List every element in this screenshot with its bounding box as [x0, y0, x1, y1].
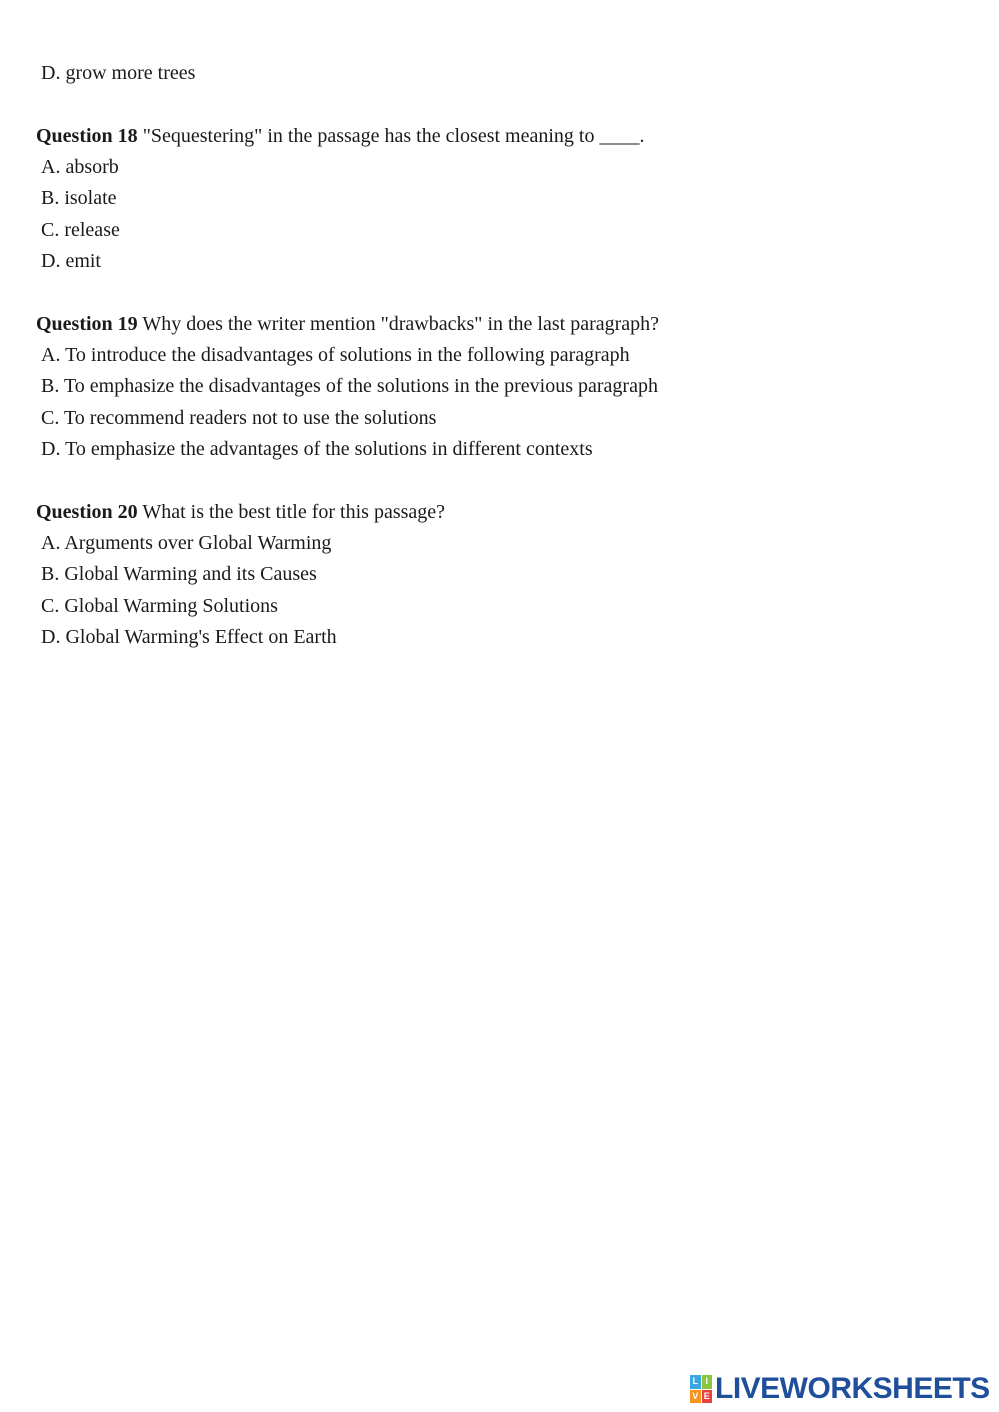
- logo-mark-tile: V: [690, 1390, 701, 1404]
- logo-mark-tile: E: [702, 1390, 713, 1404]
- question-19-text: Why does the writer mention "drawbacks" in the last paragraph?: [137, 313, 660, 335]
- q19-option-a: A. To introduce the disadvantages of solutions in the following paragraph: [41, 344, 630, 366]
- q20-option-b: B. Global Warming and its Causes: [41, 563, 317, 585]
- liveworksheets-logo: [690, 1372, 990, 1406]
- question-18-text: "Sequestering" in the passage has the closest meaning to ____.: [137, 125, 645, 147]
- q19-option-c: C. To recommend readers not to use the solutions: [41, 407, 437, 429]
- q18-option-d: D. emit: [41, 250, 101, 272]
- q19-option-b: B. To emphasize the disadvantages of the solutions in the previous paragraph: [41, 375, 658, 397]
- logo-mark-tile: L: [690, 1375, 701, 1389]
- question-18-label: Question 18: [36, 125, 138, 147]
- logo-mark-tile: I: [702, 1375, 713, 1389]
- q20-option-d: D. Global Warming's Effect on Earth: [41, 626, 337, 648]
- question-19-label: Question 19: [36, 313, 138, 335]
- q17-option-d: D. grow more trees: [41, 62, 196, 84]
- q20-option-a: A. Arguments over Global Warming: [41, 532, 332, 554]
- question-20-label: Question 20: [36, 501, 138, 523]
- question-18-prompt: [36, 124, 644, 148]
- q18-option-a: A. absorb: [41, 156, 119, 178]
- question-19-prompt: [36, 312, 659, 336]
- q18-option-c: C. release: [41, 219, 120, 241]
- q18-option-b: B. isolate: [41, 187, 117, 209]
- q20-option-c: C. Global Warming Solutions: [41, 595, 278, 617]
- q19-option-d: D. To emphasize the advantages of the solutions in different contexts: [41, 438, 593, 460]
- question-20-text: What is the best title for this passage?: [137, 501, 446, 523]
- logo-text: LIVEWORKSHEETS: [715, 1372, 990, 1405]
- logo-mark-icon: [690, 1375, 712, 1403]
- question-20-prompt: [36, 500, 445, 524]
